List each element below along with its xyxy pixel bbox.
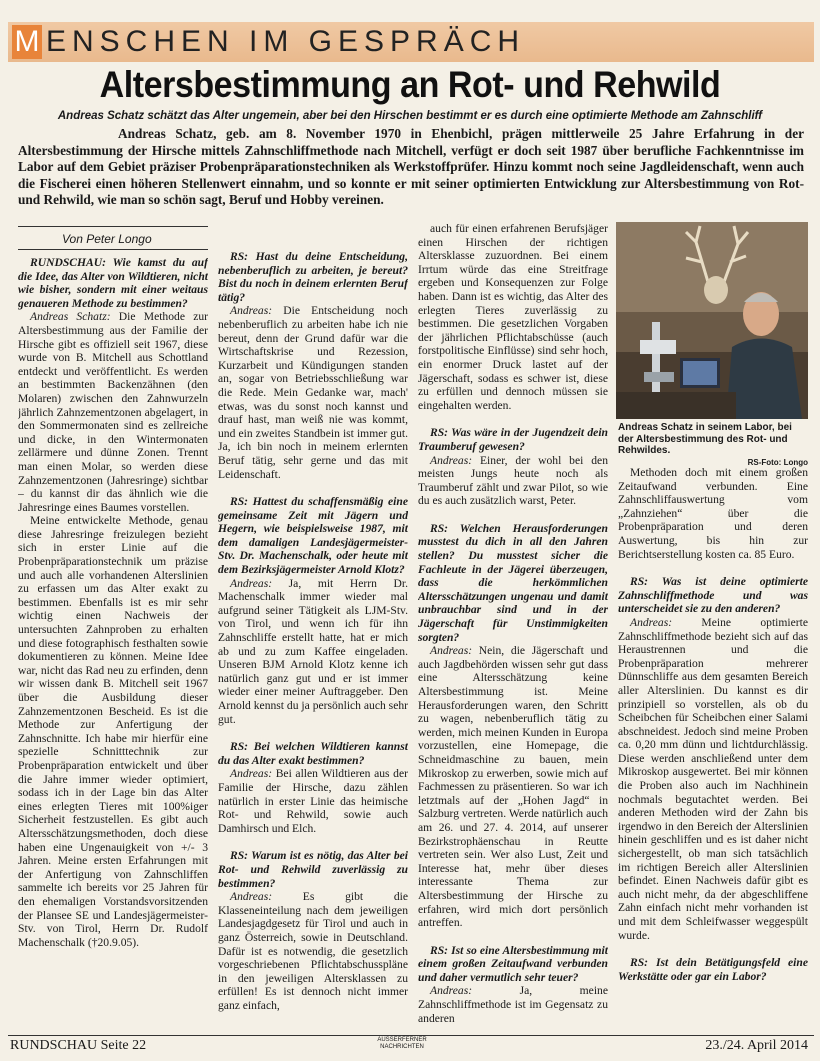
interview-answer: [418, 454, 608, 508]
speaker-label: Andreas:: [430, 984, 520, 998]
paragraph-text: Warum ist es nötig, das Alter bei Rot- und Rehwild zuverlässig zu bestimmen?: [218, 849, 408, 890]
paragraph-text: Die Methode zur Altersbestimmung aus der Familie der Hirsche gibt es offiziell seit 1967, diese wurde von B. Mitchell aus Schottland entdeckt und veröffentlicht. Es werden an bestimmten Backenzähnen (den Molaren) zwischen den Zahnwurzeln jährlich Zahnzementzonen abgelagert, in den Sommermonaten sind es zellreiche und dicke, in den Wintermonaten zellärmere und dünne Zonen. Trennt man einen Molar, so werden diese Zahnzementzonen (Jahresringe) sichtbar – du kannst dir das ähnlich wie die Jahresringe eines Baumes vorstellen.: [18, 310, 208, 514]
column-1: [18, 256, 208, 1034]
footer-logo: AUSSERFERNER NACHRICHTEN: [377, 1037, 427, 1050]
interview-question: [218, 495, 408, 577]
interview-answer: [18, 310, 208, 514]
speaker-label: RS:: [430, 426, 452, 440]
interview-question: [218, 849, 408, 890]
speaker-label: RS:: [430, 521, 460, 535]
speaker-label: RS:: [430, 943, 452, 957]
photo-caption-text: Andreas Schatz in seinem Labor, bei der Altersbestimmung des Rot- und Rehwildes.: [618, 422, 792, 456]
section-header-text: ENSCHEN IM GESPRÄCH: [46, 25, 526, 58]
section-header: [8, 22, 814, 62]
speaker-label: Andreas:: [430, 644, 479, 658]
interview-question: [218, 740, 408, 767]
paragraph-text: Bei allen Wildtieren aus der Familie der Hirsche, dazu zählen natürlich in erster Linie das heimische Rot- und Rehwild, sowie auch Damhirsch und Elch.: [218, 767, 408, 835]
paragraph-text: Hast du deine Entscheidung, nebenberuflich zu arbeiten, je bereut? Bist du noch in deinem erlernten Beruf tätig?: [218, 250, 408, 304]
interview-answer: [618, 616, 808, 942]
speaker-label: RUNDSCHAU:: [30, 256, 113, 269]
paragraph-text: Meine optimierte Zahnschliffmethode bezieht sich auf das Heraustrennen und die Probenpräparation mehrerer Dünnschliffe aus dem gesamten Bereich aller Alterslinien. Du kannst es dir prinzipiell so vorstellen, als ob du Scheibchen für Scheibchen einer Salami abschneidest. Jedoch sind meine Proben ca. 0,20 mm dünn und lichtdurchlässig. Diese werden anschließend unter dem Mikroskop ausgewertet. Bei mir können die Proben also auch im Nachhinein nochmals begutachtet werden. Bei anderen Methoden wird der Zahn bis irgendwo in den Bereich der Alterslinien hinein geschliffen und es ist daher nicht sichergestellt, ob man sich tatsächlich im richtigen Bereich aller Alterslinien befindet. Einen Nachweis dafür gibt es auch nicht mehr, da der abgeschliffene Zahn einfach nicht mehr vorhanden ist und mit dem Schleifwasser weggespült wurde.: [618, 615, 808, 942]
photo-caption: [618, 422, 808, 468]
lab-photo: [616, 222, 808, 419]
speaker-label: Andreas:: [230, 767, 276, 781]
paragraph-text: Methoden doch mit einem großen Zeitaufwand verbunden. Eine Zahnschliffauswertung vom „Zahnziehen“ über die Probenpräparation und deren Auswertung, bis hin zur Berichtserstellung kosten ca. 85 Euro.: [618, 466, 808, 561]
interview-answer: [218, 890, 408, 1012]
interview-question: [18, 256, 208, 310]
photo-credit: RS-Foto: Longo: [747, 457, 808, 467]
subheadline: Andreas Schatz schätzt das Alter ungemein, aber bei den Hirschen bestimmt er es durch eine optimierte Methode am Zahnschliff: [57, 110, 763, 122]
interview-answer: [218, 304, 408, 481]
interview-question: [618, 575, 808, 616]
speaker-label: RS:: [630, 956, 656, 970]
interview-answer: [418, 984, 608, 1025]
speaker-label: RS:: [630, 575, 662, 589]
paragraph-text: Was ist deine optimierte Zahnschliffmethode und was unterscheidet sie zu den anderen?: [618, 575, 808, 616]
footer-page-label: RUNDSCHAU Seite 22: [10, 1038, 147, 1053]
interview-question: [418, 426, 608, 453]
column-4: [618, 466, 808, 1034]
speaker-label: Andreas:: [430, 453, 480, 467]
interview-question: [218, 250, 408, 304]
article-paragraph: [418, 222, 608, 412]
speaker-label: Andreas Schatz:: [30, 310, 119, 324]
footer-date: 23./24. April 2014: [705, 1038, 808, 1053]
column-3: [418, 222, 608, 1034]
headline: Altersbestimmung an Rot- und Rehwild: [99, 64, 721, 105]
lab-photo-illustration: [616, 222, 808, 419]
paragraph-text: Es gibt die Klasseneinteilung nach dem jeweiligen Landesjagdgesetz für Tirol und auch in ganz Österreich, sowie in Deutschland. Dafür ist es notwendig, die gesetzlich vorgeschriebenen Pflichtabschusspläne in den jeweiligen Altersklassen zu erfüllen! Es ist dennoch nicht immer ganz einfach,: [218, 890, 408, 1012]
paragraph-text: Nein, die Jägerschaft und auch Jagdbehörden wissen sehr gut dass eine Altersschätzung keine Altersbestimmung ist. Meine Herausforderungen waren, den Schritt zu wagen, nebenberuflich tätig zu werden, mich meinen Kunden in Europa vorzustellen, eine Homepage, die Schneidmaschine zu bauen, mein Mikroskop zu erwerben, sowie mich auf Fachmessen zu präsentieren. So war ich letztmals auf der „Hohen Jagd“ in Salzburg vertreten. Werde natürlich auch am 26. und 27. 4. 2014, auf unserer Bezirkstrophäenschau in Reutte vertreten sein. Wer also Lust, Zeit und Interesse hat, mehr über dieses interessante Thema zur Altersbestimmung der Hirsche zu erfahren, wird mich dort persönlich antreffen.: [418, 644, 608, 930]
interview-answer: [218, 577, 408, 727]
speaker-label: Andreas:: [230, 304, 284, 318]
paragraph-text: Hattest du schaffensmäßig eine gemeinsame Zeit mit Jägern und Hegern, wie beispielsweise 1987, mit dem damaligen Landesjägermeister-Stv. Dr. Machenschalk, oder heute mit dem Bezirksjägermeister Arnold Klotz?: [218, 495, 408, 577]
speaker-label: Andreas:: [630, 615, 702, 629]
interview-answer: [218, 767, 408, 835]
footer-rule: [8, 1035, 814, 1036]
speaker-label: RS:: [230, 495, 253, 509]
paragraph-text: Meine entwickelte Methode, genau diese Jahresringe freizulegen bezieht sich in erster Linie auf die Probenpräparationstechnik um präzise und auch alle vorhandenen Alterslinien zu erfassen um das Alter exakt zu bestimmen. Ebenfalls ist es mir sehr wichtig einen Nachweis der untersuchten Zahnproben zu erhalten und diese fotographisch festhalten sowie dokumentieren zu können. Meine Idee war, nicht das Rad neu zu erfinden, denn wir wissen dank B. Mitchell seit 1967 über die Ausbildung dieser Zahnzementzonen Bescheid. Es ist die Methode zur Anfertigung der Zahnschnitte. Ich habe mir hierfür eine spezielle Schnitttechnik zur Probenpräparation entwickelt und über die Jahre immer wieder optimiert, sodass ich in der Lage bin das Alter eines erlegten Tieres mit 100%iger Sicherheit festzustellen. Es gibt auch Altersschätzungsmethoden, doch diese haben eine Ungenauigkeit von +/- 3 Jahren. Meine ersten Erfahrungen mit der Anfertigung von Zahnschliffen sammelte ich bereits vor 25 Jahren für den ehemaligen Vorstandsvorsitzenden der Plansee SE und Landesjägermeister-Stv. von Tirol, Herrn Dr. Rudolf Machenschalk (†20.9.05).: [18, 514, 208, 949]
paragraph-text: Ist dein Betätigungsfeld eine Werkstätte oder gar ein Labor?: [618, 956, 808, 983]
speaker-label: RS:: [230, 740, 254, 754]
interview-answer: [418, 644, 608, 929]
paragraph-text: Wie kamst du auf die Idee, das Alter von Wildtieren, nicht wie bisher, sondern mit einer weitaus genaueren Methode zu bestimmen?: [18, 256, 208, 310]
article-paragraph: [618, 466, 808, 561]
paragraph-text: Was wäre in der Jugendzeit dein Traumberuf gewesen?: [418, 426, 608, 453]
paragraph-text: Ja, meine Zahnschliffmethode ist im Gegensatz zu anderen: [418, 984, 608, 1025]
paragraph-text: Ist so eine Altersbestimmung mit einem großen Zeitaufwand verbunden und daher vermutlich sehr teuer?: [418, 943, 608, 984]
paragraph-text: Die Entscheidung noch nebenberuflich zu arbeiten habe ich nie bereut, denn der Grund dafür war die Wirtschaftskrise und Rezession, Kurzarbeit und Kündigungen standen an, sogar von Betriebsschließung war die Rede. Mein Gedanke war, mach' etwas, was du sonst noch kannst und drauf hast, man weiß nie was kommt, und ein zweites Standbein ist immer gut. Ja, ich bin noch in meinem erlernten Beruf tätig, sehr gerne und das mit Leidenschaft.: [218, 304, 408, 481]
divider-byline: [18, 249, 208, 250]
speaker-label: Andreas:: [230, 890, 303, 904]
lead-paragraph: Andreas Schatz, geb. am 8. November 1970 in Ehenbichl, prägen mittlerweile 25 Jahre Erfahrung in der Altersbestimmung der Hirsche mittels Zahnschliffmethode nach Mitchell, verfügt er doch seit 1987 über berufliche Fachkenntnisse im Labor auf dem Gebiet präziser Probenpräparationstechniken als Werkstoffprüfer. Hinzu kommt noch seine Jagdleidenschaft, wenn auch die Fischerei einen höheren Stellenwert einnahm, und so konnte er mit seiner optimierten Entwicklung zur Altersbestimmung von Rot- und Rehwild, wie man so schön sagt, Beruf und Hobby vereinen.: [18, 126, 804, 207]
byline: Von Peter Longo: [62, 232, 152, 246]
paragraph-text: auch für einen erfahrenen Berufsjäger einen Hirschen der richtigen Altersklasse zuzuordnen. Bei einem Irrtum würde das eine Streitfrage ergeben und Konsequenzen zur Folge haben. Dann ist es wichtig, das Alter des erlegten Tieres zuverlässig zu bestimmen. Die gesetzlichen Vorgaben der jährlichen Pflichtabschüsse (auch forstpolitische Einflüsse) sind sehr hoch, ein enormer Druck lastet auf der Jägerschaft, sodass es schwer ist, diese zu erfüllen und dennoch müssen sie eingehalten werden.: [418, 222, 608, 412]
article-paragraph: [18, 514, 208, 949]
interview-question: [418, 522, 608, 644]
speaker-label: RS:: [230, 250, 256, 263]
interview-question: [418, 944, 608, 985]
speaker-label: RS:: [230, 849, 252, 863]
column-2: [218, 250, 408, 1034]
paragraph-text: Bei welchen Wildtieren kannst du das Alter exakt bestimmen?: [218, 740, 408, 767]
speaker-label: Andreas:: [230, 576, 289, 590]
paragraph-text: Einer, der wohl bei den meisten Jungs heute noch als Traumberuf zählt und zwar Pilot, so wie du es auch zusätzlich warst, Peter.: [418, 453, 608, 508]
paragraph-text: Welchen Herausforderungen musstest du dich in all den Jahren stellen? Du musstest sicher die Fachleute in der Jägerei überzeugen, dass die herkömmlichen Altersschätzungen ungenau und damit unbrauchbar sind und in der Jägerschaft für Unstimmigkeiten sorgten?: [418, 521, 608, 644]
paragraph-text: Ja, mit Herrn Dr. Machenschalk immer wieder mal aufgrund seiner Tätigkeit als LJM-Stv. von Tirol, und wenn ich für ihn Zahnschliffe erstellt hatte, hat er mich ab und zu zum Kaffee eingeladen. Unseren BJM Arnold Klotz kenne ich natürlich ganz gut und er ist immer wieder einer meiner Auftraggeber. Den Arnold kennst du ja persönlich auch sehr gut.: [218, 576, 408, 726]
section-header-initial: M: [12, 25, 42, 59]
interview-question: [618, 956, 808, 983]
divider-top: [18, 226, 208, 227]
